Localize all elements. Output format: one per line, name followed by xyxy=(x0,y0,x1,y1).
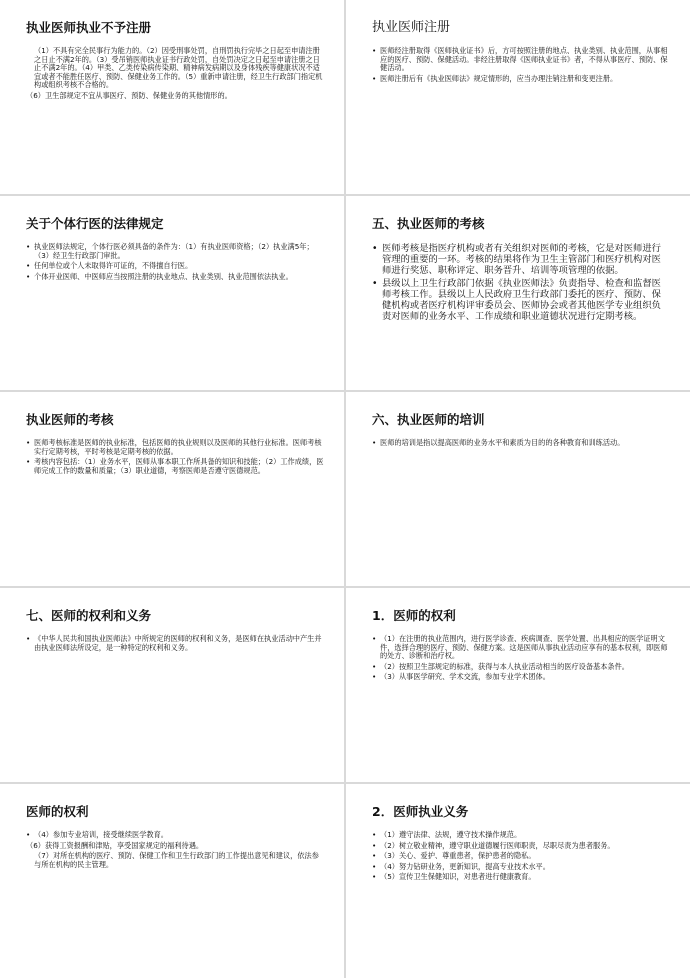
paragraph: （6）卫生部规定不宜从事医疗、预防、保健业务的其他情形的。 xyxy=(26,90,232,100)
slide-body xyxy=(26,439,324,475)
slide-body xyxy=(26,831,324,869)
bullet-item: • 医师的培训是指以提高医师的业务水平和素质为目的的各种教育和训练活动。 xyxy=(372,439,670,448)
slide-body xyxy=(372,831,670,882)
bullet-item: • （3）从事医学研究、学术交流，参加专业学术团体。 xyxy=(372,673,670,682)
slide-body xyxy=(372,47,670,83)
slide-title: 执业医师注册 xyxy=(372,20,451,35)
slide-title: 关于个体行医的法律规定 xyxy=(26,216,164,231)
slide-body xyxy=(372,243,670,322)
slide-2[interactable] xyxy=(346,0,690,194)
slide-title: 医师的权利 xyxy=(26,804,89,819)
bullet-item: • 考核内容包括：（1）业务水平，医师从事本职工作所具备的知识和技能；（2）工作成绩，医师完成工作的数量和质量；（3）职业道德，考察医师是否遵守医德规范。 xyxy=(26,458,324,475)
slide-10[interactable] xyxy=(346,784,690,978)
slide-6[interactable] xyxy=(346,392,690,586)
bullet-item: • 医师考核标准是医师的执业标准，包括医师的执业规则以及医师的其他行业标准。医师考核实行定期考核，平时考核是定期考核的依据。 xyxy=(26,439,324,456)
slide-body xyxy=(372,439,670,448)
slide-title: 七、医师的权利和义务 xyxy=(26,608,152,623)
bullet-item: • 医师考核是指医疗机构或者有关组织对医师的考核，它是对医师进行管理的重要的一环。考核的结果将作为卫生主管部门和医疗机构对医师进行奖惩、职称评定、职务晋升、培训等项管理的依据。 xyxy=(372,243,670,276)
slide-title: 六、执业医师的培训 xyxy=(372,412,485,427)
bullet-item: • 县级以上卫生行政部门依据《执业医师法》负责指导、检查和监督医师考核工作。县级以上人民政府卫生行政部门委托的医疗、预防、保健机构或者医疗机构评审委员会、医师协会或者其他医学专业组织负责对医师的业务水平、工作成绩和职业道德状况进行定期考核。 xyxy=(372,278,670,322)
bullet-item: • （2）按照卫生部规定的标准，获得与本人执业活动相当的医疗设备基本条件。 xyxy=(372,663,670,672)
slide-8[interactable] xyxy=(346,588,690,782)
slide-3[interactable] xyxy=(0,196,344,390)
bullet-item: • 《中华人民共和国执业医师法》中所规定的医师的权利和义务，是医师在执业活动中产生并由执业医师法所设定，是一种特定的权利和义务。 xyxy=(26,635,324,652)
bullet-item: • （1）遵守法律、法规，遵守技术操作规范。 xyxy=(372,831,670,840)
slide-title: 执业医师的考核 xyxy=(26,412,114,427)
slide-4[interactable] xyxy=(346,196,690,390)
slide-title: 执业医师执业不予注册 xyxy=(26,20,152,35)
bullet-item: • 医师经注册取得《医师执业证书》后，方可按照注册的地点、执业类别、执业范围，从事相应的医疗、预防、保健活动。非经注册取得《医师执业证书》者，不得从事医疗、预防、保健活动。 xyxy=(372,47,670,73)
bullet-item: • （3）关心、爱护、尊重患者，保护患者的隐私。 xyxy=(372,852,670,861)
bullet-item: • 任何单位或个人未取得许可证的，不得擅自行医。 xyxy=(26,262,324,271)
slide-title: 2．医师执业义务 xyxy=(372,804,469,819)
bullet-item: • 医师注册后有《执业医师法》规定情形的，应当办理注销注册和变更注册。 xyxy=(372,75,670,84)
bullet-item: • （1）在注册的执业范围内，进行医学诊查、疾病调查、医学处置、出具相应的医学证明文件，选择合理的医疗、预防、保健方案。这是医师从事执业活动应享有的基本权利，即医师的处方、诊断和治疗权。 xyxy=(372,635,670,661)
slide-7[interactable] xyxy=(0,588,344,782)
slide-body xyxy=(26,635,324,652)
paragraph: （1）不具有完全民事行为能力的。（2）因受刑事处罚，自刑罚执行完毕之日起至申请注册之日止不满2年的。（3）受吊销医师执业证书行政处罚，自处罚决定之日起至申请注册之日止不满2年的。（4）甲类、乙类传染病传染期、精神病发病期以及身体残疾等健康状况不适宜或者不能胜任医疗、预防、保健业务工作的。（5）重新申请注册，经卫生行政部门指定机构或组织考核不合格的。 xyxy=(34,46,323,90)
slide-body xyxy=(26,243,324,281)
slide-body xyxy=(26,47,324,101)
slide-title: 1．医师的权利 xyxy=(372,608,456,623)
bullet-item: • （2）树立敬业精神，遵守职业道德履行医师职责，尽职尽责为患者服务。 xyxy=(372,842,670,851)
slide-body xyxy=(372,635,670,682)
paragraph: （7）对所在机构的医疗、预防、保健工作和卫生行政部门的工作提出意见和建议，依法参与所在机构的民主管理。 xyxy=(34,851,319,869)
bullet-item: • （5）宣传卫生保健知识，对患者进行健康教育。 xyxy=(372,873,670,882)
slide-9[interactable] xyxy=(0,784,344,978)
slide-title: 五、执业医师的考核 xyxy=(372,216,485,231)
slide-1[interactable] xyxy=(0,0,344,194)
slide-5[interactable] xyxy=(0,392,344,586)
bullet-item: • 执业医师法规定，个体行医必须具备的条件为：（1）有执业医师资格；（2）执业满5年；（3）经卫生行政部门审批。 xyxy=(26,243,324,260)
bullet-item: • 个体开业医师、中医师应当按照注册的执业地点、执业类别、执业范围依法执业。 xyxy=(26,273,324,282)
bullet-item: • （4）努力钻研业务，更新知识，提高专业技术水平。 xyxy=(372,863,670,872)
paragraph: （6）获得工资报酬和津贴，享受国家规定的福利待遇。 xyxy=(26,840,204,850)
bullet-item: • （4）参加专业培训，接受继续医学教育。 xyxy=(26,831,324,840)
